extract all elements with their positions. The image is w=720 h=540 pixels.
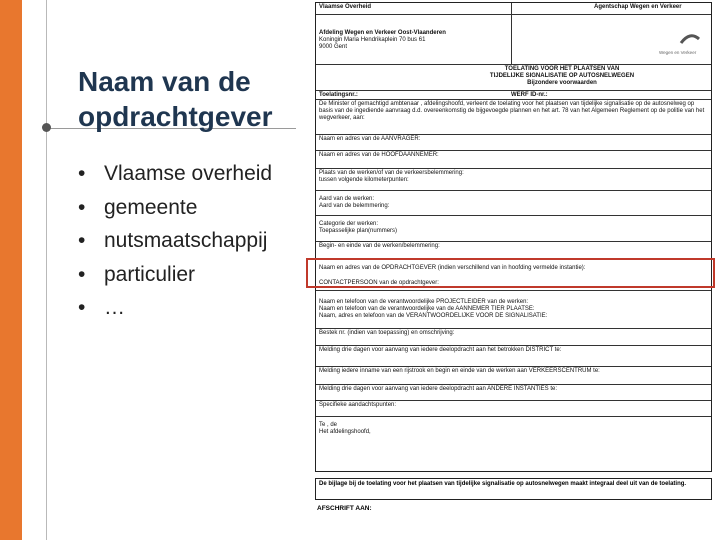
aard-field: [316, 191, 711, 216]
plaats-label: Plaats van de werken/of van de verkeersbelemmering:: [319, 170, 464, 176]
aard-werken-label: Aard van de werken:: [319, 196, 375, 202]
plaats-field: [316, 169, 711, 191]
projectleider-label: Naam en telefoon van de verantwoordelijke PROJECTLEIDER van de werken:: [319, 299, 529, 305]
verantwoordelijken-field: [316, 291, 711, 329]
title-marker: [42, 123, 51, 132]
accent-bar: [0, 0, 22, 540]
aandachtspunten-field: Specifieke aandachtspunten:: [316, 401, 711, 417]
bestek-field: Bestek nr. (indien van toepassing) en omschrijving:: [316, 329, 711, 346]
aanvrager-field: Naam en adres van de AANVRAGER:: [316, 135, 711, 151]
form-org: Vlaamse Overheid: [319, 4, 372, 10]
divider-line: [46, 0, 47, 540]
footer-text: De bijlage bij de toelating voor het plaatsen van tijdelijke signalisatie op autosnelwegen maakt integraal deel uit van de toelating.: [319, 481, 687, 487]
melding-district-field: Melding drie dagen voor aanvang van iedere deelopdracht aan het betrokken DISTRICT te:: [316, 346, 711, 367]
melding-verkeer-field: Melding iedere inname van een rijstrook en begin en einde van de werken aan VERKEERSCENTRUM te:: [316, 367, 711, 385]
agency-logo-icon: [679, 31, 701, 47]
form-footer-note: [315, 478, 712, 500]
form-agency: Agentschap Wegen en Verkeer: [594, 4, 682, 10]
bullet-item: • gemeente: [78, 191, 272, 225]
logo-text: Wegen en Verkeer: [659, 50, 697, 55]
form-heading-line: Bijzondere voorwaarden: [527, 80, 597, 86]
permit-form: [315, 2, 712, 472]
bullet-list: [78, 157, 272, 325]
form-addr-line: Koningin Maria Hendrikaplein 70 bus 61: [319, 37, 426, 43]
signalisatie-label: Naam, adres en telefoon van de VERANTWOORDELIJKE VOOR DE SIGNALISATIE:: [319, 313, 548, 319]
bullet-item: • particulier: [78, 258, 272, 292]
form-address-block: [316, 15, 711, 65]
form-heading-line: TIJDELIJKE SIGNALISATIE OP AUTOSNELWEGEN: [489, 73, 635, 79]
werf-id-label: WERF ID-nr.:: [511, 92, 548, 98]
bullet-item: • Vlaamse overheid: [78, 157, 272, 191]
aard-belemmering-label: Aard van de belemmering:: [319, 203, 390, 209]
form-intro: De Minister of gemachtigd ambtenaar , afdelingshoofd, verleent de toelating voor het plaatsen van tijdelijke signalisatie op de autosnelweg op basis van de ingediende aanvraag d.d. overeenkomstig de bijgevoegde plannen en het art. 78 van het Algemeen Reglement op de politie van het wegverkeer, aan:: [316, 100, 711, 135]
opdrachtgever-label: Naam en adres van de OPDRACHTGEVER (indien verschillend van in hoofding vermelde instantie):: [319, 265, 586, 271]
te-label: Te , de: [319, 422, 338, 428]
afschrift-label: AFSCHRIFT AAN:: [317, 505, 372, 512]
aannemer-label: Naam en telefoon van de verantwoordelijke van de AANNEMER TIER PLAATSE:: [319, 306, 535, 312]
bullet-item: • nutsmaatschappij: [78, 224, 272, 258]
bullet-item: • …: [78, 291, 272, 325]
form-dept: Afdeling Wegen en Verkeer Oost-Vlaanderen: [319, 30, 446, 36]
form-ids-row: [316, 91, 711, 100]
form-addr-line: 9000 Gent: [319, 44, 348, 50]
categorie-label: Categorie der werken:: [319, 221, 379, 227]
tussen-label: tussen volgende kilometerpunten:: [319, 177, 409, 183]
categorie-field: [316, 216, 711, 242]
slide-title: Naam van de opdrachtgever: [78, 66, 273, 132]
signature-block: [316, 417, 711, 471]
form-heading-line: TOELATING VOOR HET PLAATSEN VAN: [504, 66, 620, 72]
melding-andere-field: Melding drie dagen voor aanvang van iedere deelopdracht aan ANDERE INSTANTIES te:: [316, 385, 711, 401]
contactpersoon-label: CONTACTPERSOON van de opdrachtgever:: [319, 280, 439, 286]
hoofdaannemer-field: Naam en adres van de HOOFDAANNEMER:: [316, 151, 711, 169]
toelating-nr-label: Toelatingsnr.:: [319, 92, 358, 98]
opdrachtgever-highlight-box: [306, 258, 715, 288]
afdelingshoofd-label: Het afdelingshoofd,: [319, 429, 371, 435]
form-header-row: [316, 3, 711, 15]
toepassing-label: Toepasselijke plan(nummers): [319, 228, 398, 234]
begin-einde-field: Begin- en einde van de werken/belemmering:: [316, 242, 711, 259]
form-heading: [316, 65, 711, 91]
